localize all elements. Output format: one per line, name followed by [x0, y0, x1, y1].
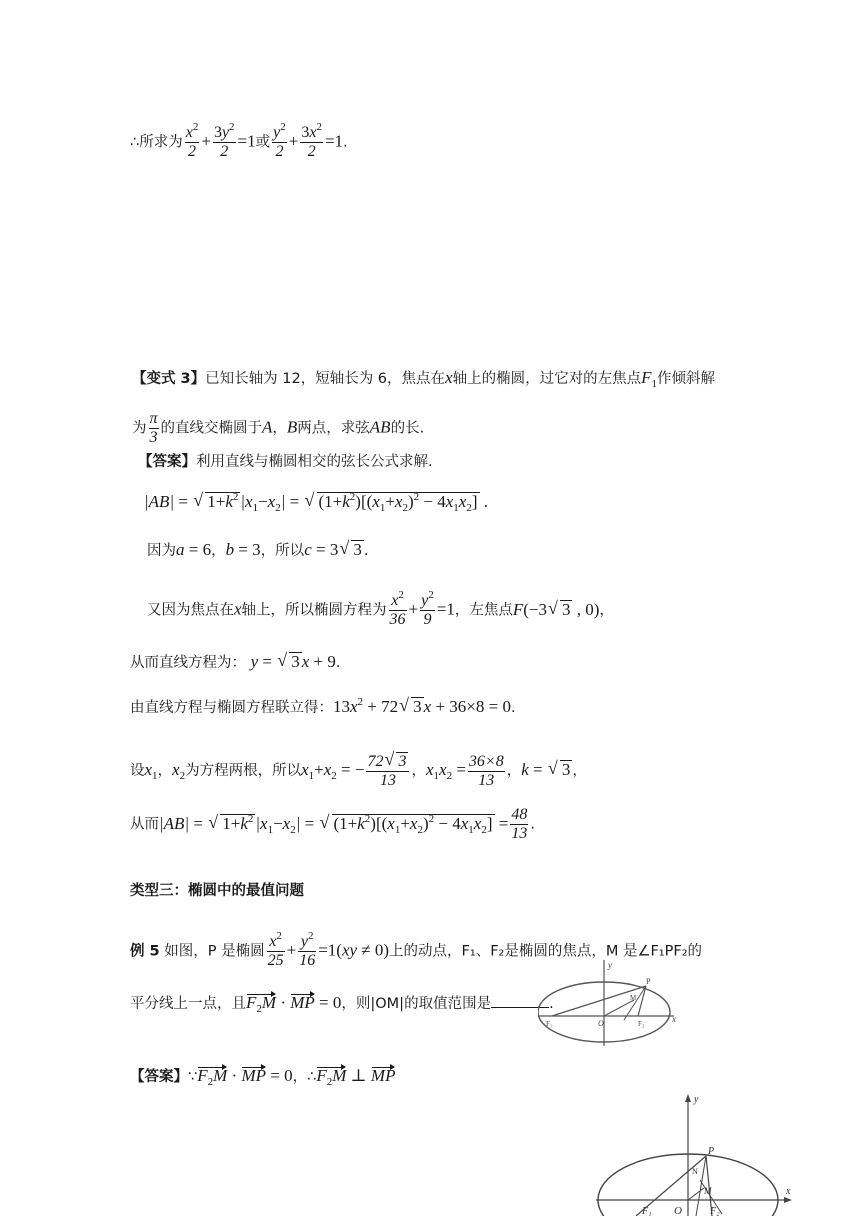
focus-f2-label-large: F₂ — [710, 1206, 720, 1216]
answer2-line: 【答案】$\because F_2M$ · MP = 0，$\therefore F_2M$ ⊥ MP — [130, 1066, 396, 1088]
ellipse-equation-line: 又因为焦点在x轴上，所以椭圆方程为 $\frac{x^2}{36}$ + $\frac{y^2}{9}$ =1，左焦点F(−3√ 3 , 0)， — [147, 592, 614, 629]
point-m-label-large: M — [704, 1186, 712, 1196]
point-m-label: M — [630, 994, 637, 1002]
point-p-label-large: P — [708, 1146, 715, 1157]
focus-f1-label: F₁ — [546, 1020, 553, 1028]
result-line: 从而|AB| = √ $1+k^2$ $|x_1-x_2|$ = √ $(1+k^2)[(x_1+x_2)^2 - 4x_1x_2]$ = $\frac{48}{13}$ . — [130, 806, 535, 843]
section-heading: 类型三：椭圆中的最值问题 — [130, 883, 304, 899]
variant3-line2: 为 $\frac{\pi}{3}$ 的直线交椭圆于A，B两点，求弦AB的长. — [132, 410, 425, 446]
point-p-label: P — [646, 977, 651, 986]
variant3-line1: 【变式 3】已知长轴为 12，短轴长为 6，焦点在x轴上的椭圆，过它对的左焦点$F_1$作倾斜解 — [132, 368, 715, 390]
conclusion-line: ∴所求为 $\frac{x^2}{2}$ + $\frac{3y^2}{2}$ =1或 $\frac{y^2}{2}$ + $\frac{3x^2}{2}$ =1. — [130, 121, 348, 160]
line-equation: 从而直线方程为： y = √ 3 x + 9. — [130, 652, 341, 673]
combined-equation: 由直线方程与椭圆方程联立得：$13x^2 + 72√$ 3 x + 36×8 = 0. — [130, 697, 516, 718]
axis-label-y: y — [608, 960, 612, 970]
focus-f1-label-large: F₁ — [642, 1206, 652, 1216]
origin-label: O — [598, 1019, 604, 1028]
answer1-line: 【答案】利用直线与椭圆相交的弦长公式求解. — [138, 454, 433, 470]
because-line: 因为a = 6，b = 3，所以c = 3√ 3 . — [147, 540, 368, 561]
axis-label-x: x — [672, 1014, 676, 1024]
point-n-label-large: N — [692, 1167, 698, 1176]
roots-line: 设$x_1$，$x_2$为方程两根，所以$x_1+x_2$ = − $\frac{72√ 3}{13}$ ，$x_1x_2$ = $\frac{36\times 8}{13}$ ，k = √ 3 ， — [130, 752, 587, 790]
ellipse-figure-small — [538, 958, 680, 1046]
ellipse-figure-large — [596, 1090, 798, 1216]
axis-label-x-large: x — [786, 1186, 791, 1197]
origin-label-large: O — [674, 1205, 682, 1216]
chord-formula: |AB| = √ $1+k^2$ $|x_1-x_2|$ = √ $(1+k^2)[(x_1+x_2)^2 - 4x_1x_2]$ . — [144, 492, 488, 512]
axis-label-y-large: y — [694, 1094, 699, 1105]
focus-f2-label: F₂ — [638, 1020, 645, 1028]
example5-line1: 例 5 如图，P 是椭圆 $\frac{x^2}{25}$ + $\frac{y^2}{16}$ =1(xy ≠ 0)上的动点，F₁、F₂是椭圆的焦点，M 是∠F₁PF₂的 — [130, 930, 703, 969]
example5-line2: 平分线上一点，且$F_2M$ · MP = 0，则|OM|的取值范围是 . — [130, 993, 554, 1015]
